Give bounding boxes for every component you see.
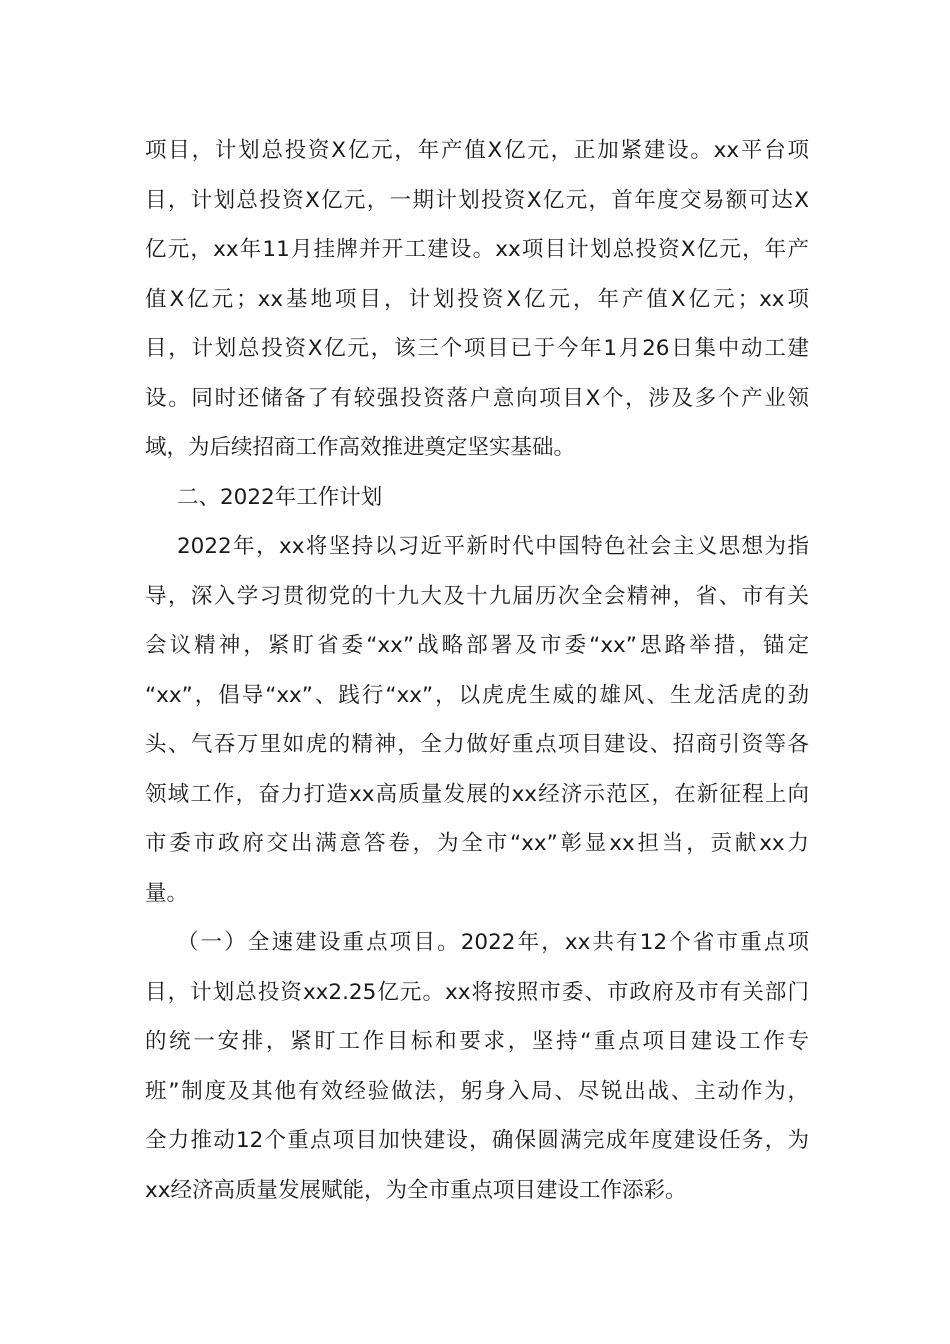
paragraph-line: 值X亿元；xx基地项目，计划投资X亿元，年产值X亿元；xx项 <box>145 287 809 312</box>
subsection-heading-line: （一）全速建设重点项目。2022年，xx共有12个省市重点项 <box>177 930 809 955</box>
paragraph-line: 目，计划总投资X亿元，一期计划投资X亿元，首年度交易额可达X <box>145 188 809 213</box>
paragraph-line: “xx”，倡导“xx”、践行“xx”，以虎虎生威的雄风、生龙活虎的劲 <box>145 683 809 708</box>
paragraph-line: 域，为后续招商工作高效推进奠定坚实基础。 <box>145 435 576 460</box>
paragraph-line: 头、气吞万里如虎的精神，全力做好重点项目建设、招商引资等各 <box>145 732 809 757</box>
paragraph-line: 设。同时还储备了有较强投资落户意向项目X个，涉及多个产业领 <box>145 386 809 411</box>
paragraph-line: 全力推动12个重点项目加快建设，确保圆满完成年度建设任务，为 <box>145 1128 809 1153</box>
paragraph-line: 2022年，xx将坚持以习近平新时代中国特色社会主义思想为指 <box>177 534 809 559</box>
paragraph-line: 的统一安排，紧盯工作目标和要求，坚持“重点项目建设工作专 <box>145 1029 809 1054</box>
paragraph-line: 量。 <box>145 881 189 906</box>
paragraph-line: xx经济高质量发展赋能，为全市重点项目建设工作添彩。 <box>145 1178 687 1203</box>
paragraph-line: 项目，计划总投资X亿元，年产值X亿元，正加紧建设。xx平台项 <box>145 138 809 163</box>
paragraph-line: 导，深入学习贯彻党的十九大及十九届历次全会精神，省、市有关 <box>145 584 809 609</box>
paragraph-line: 目，计划总投资xx2.25亿元。xx将按照市委、市政府及市有关部门 <box>145 980 809 1005</box>
paragraph-line: 领域工作，奋力打造xx高质量发展的xx经济示范区，在新征程上向 <box>145 782 809 807</box>
section-heading: 二、2022年工作计划 <box>177 485 383 510</box>
paragraph-line: 目，计划总投资X亿元，该三个项目已于今年1月26日集中动工建 <box>145 336 809 361</box>
paragraph-line: 亿元，xx年11月挂牌并开工建设。xx项目计划总投资X亿元，年产 <box>145 237 809 262</box>
paragraph-line: 班”制度及其他有效经验做法，躬身入局、尽锐出战、主动作为， <box>145 1079 809 1104</box>
paragraph-line: 会议精神，紧盯省委“xx”战略部署及市委“xx”思路举措，锚定 <box>145 633 809 658</box>
paragraph-line: 市委市政府交出满意答卷，为全市“xx”彰显xx担当，贡献xx力 <box>145 831 809 856</box>
